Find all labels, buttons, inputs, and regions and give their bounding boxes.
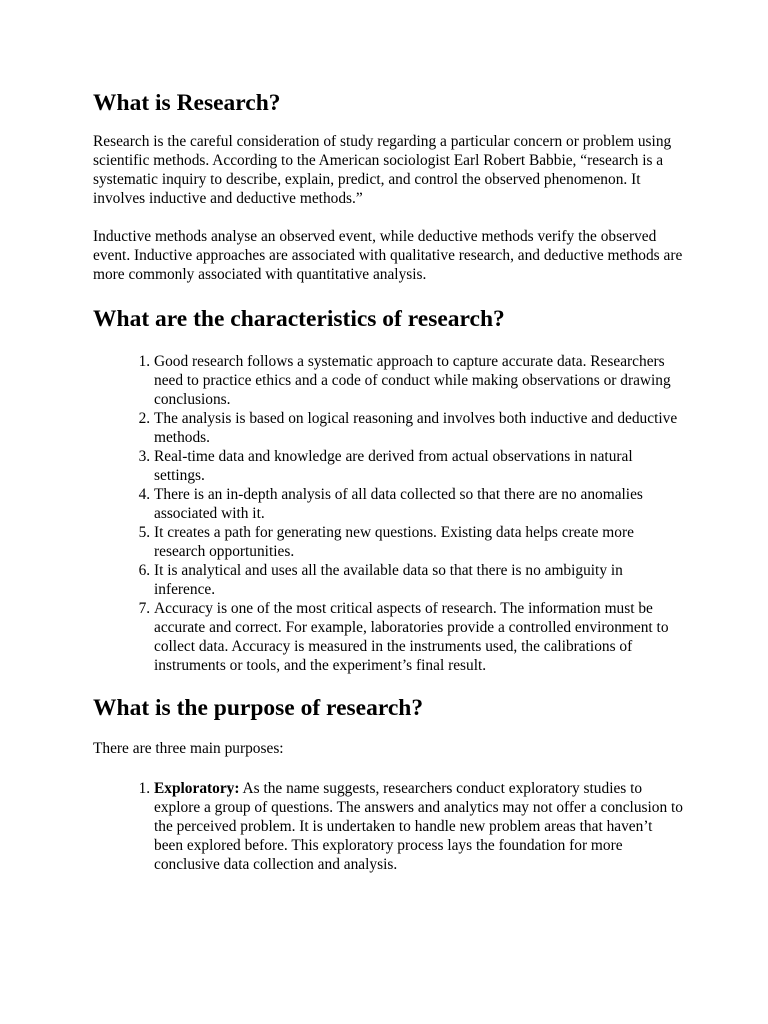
paragraph-inductive-deductive: Inductive methods analyse an observed event, while deductive methods verify the observed event. Inductive approaches are associated with qualitative research, and deductive methods are more commonly associated with quantitative analysis.: [93, 228, 683, 283]
purpose-label: Exploratory:: [154, 780, 240, 797]
heading-purpose: What is the purpose of research?: [93, 695, 424, 721]
list-item: 7. Accuracy is one of the most critical aspects of research. The information must be accurate and correct. For example, laboratories provide a controlled environment to collect data. Accuracy is measured in the instruments used, the calibrations of instruments or tools, and the experiment’s final result.: [154, 599, 683, 675]
list-item: [154, 779, 683, 874]
heading-what-is-research: What is Research?: [93, 90, 281, 116]
document-page: [93, 88, 683, 874]
heading-characteristics: What are the characteristics of research?: [93, 306, 505, 332]
characteristics-list: [93, 352, 683, 675]
purpose-list: [93, 779, 683, 874]
paragraph-purpose-intro: There are three main purposes:: [93, 740, 284, 757]
list-item: 2. The analysis is based on logical reasoning and involves both inductive and deductive methods.: [154, 409, 683, 447]
list-item: 5. It creates a path for generating new questions. Existing data helps create more research opportunities.: [154, 523, 683, 561]
list-item: 6. It is analytical and uses all the available data so that there is no ambiguity in inference.: [154, 561, 683, 599]
list-item: 3. Real-time data and knowledge are derived from actual observations in natural settings.: [154, 447, 683, 485]
list-item: 4. There is an in-depth analysis of all data collected so that there are no anomalies associated with it.: [154, 485, 683, 523]
purpose-text: As the name suggests, researchers conduct exploratory studies to explore a group of questions. The answers and analytics may not offer a conclusion to the perceived problem. It is undertaken to handle new problem areas that haven’t been explored before. This exploratory process lays the foundation for more conclusive data collection and analysis.: [154, 780, 683, 873]
paragraph-research-definition: Research is the careful consideration of study regarding a particular concern or problem using scientific methods. According to the American sociologist Earl Robert Babbie, “research is a systematic inquiry to describe, explain, predict, and control the observed phenomenon. It involves inductive and deductive methods.”: [93, 133, 672, 207]
list-item: 1. Good research follows a systematic approach to capture accurate data. Researchers need to practice ethics and a code of conduct while making observations or drawing conclusions.: [154, 352, 683, 409]
